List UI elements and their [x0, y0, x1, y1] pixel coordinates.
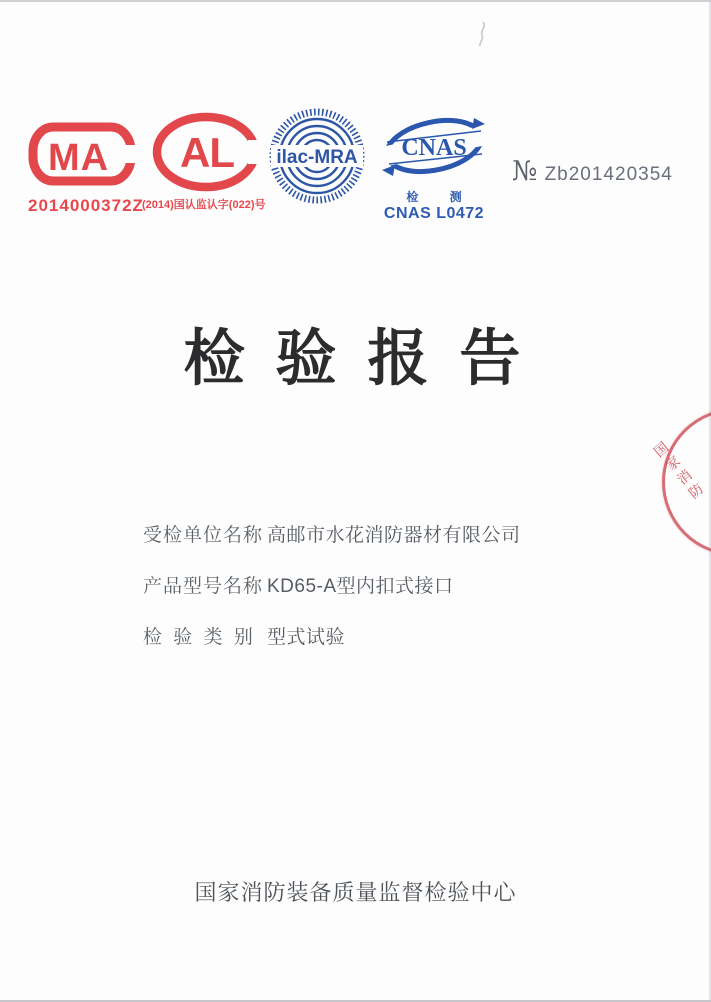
field-value: 型式试验: [267, 627, 346, 648]
cma-letters: MA: [48, 137, 110, 179]
cal-approval-number: (2014)国认监认字(022)号: [142, 199, 266, 211]
official-seal-text: 国家消防: [650, 438, 709, 505]
cnas-letters: CNAS: [401, 135, 467, 161]
cnas-certification: [382, 114, 486, 223]
cma-logo-icon: [28, 122, 136, 186]
scan-smudge-mark: [471, 19, 493, 49]
ilac-mra-label: ilac-MRA: [276, 147, 358, 168]
field-label: 产品型号名称: [143, 576, 264, 597]
ilac-mra-logo-icon: [267, 105, 367, 207]
field-value: 高邮市水花消防器材有限公司: [267, 525, 521, 546]
ilac-mra-certification: [267, 105, 367, 212]
report-number-value: Zb201420354: [544, 164, 673, 185]
report-title: 检 验 报 告: [183, 323, 528, 392]
field-label: 受检单位名称: [143, 525, 264, 546]
cnas-lab-number: CNAS L0472: [383, 205, 485, 222]
numero-symbol: №: [512, 156, 538, 187]
field-value: KD65-A型内扣式接口: [267, 576, 454, 597]
cma-certification: [28, 122, 146, 216]
cnas-testing-label: 检 测: [406, 190, 476, 204]
cal-letters: AL: [180, 129, 234, 176]
field-row-inspected-unit: [143, 526, 521, 546]
report-fields: [143, 526, 521, 648]
footer-organization-name: 国家消防装备质量监督检验中心: [194, 880, 517, 905]
report-number: [512, 158, 673, 186]
cal-logo-icon: [152, 112, 267, 194]
field-label: 检 验 类 别: [143, 627, 256, 648]
cnas-logo-icon: [382, 114, 486, 180]
field-row-product-model: [143, 577, 521, 597]
field-row-inspection-category: [143, 628, 521, 648]
cal-certification: [142, 112, 272, 211]
cma-certificate-number: 2014000372Z: [28, 196, 144, 215]
